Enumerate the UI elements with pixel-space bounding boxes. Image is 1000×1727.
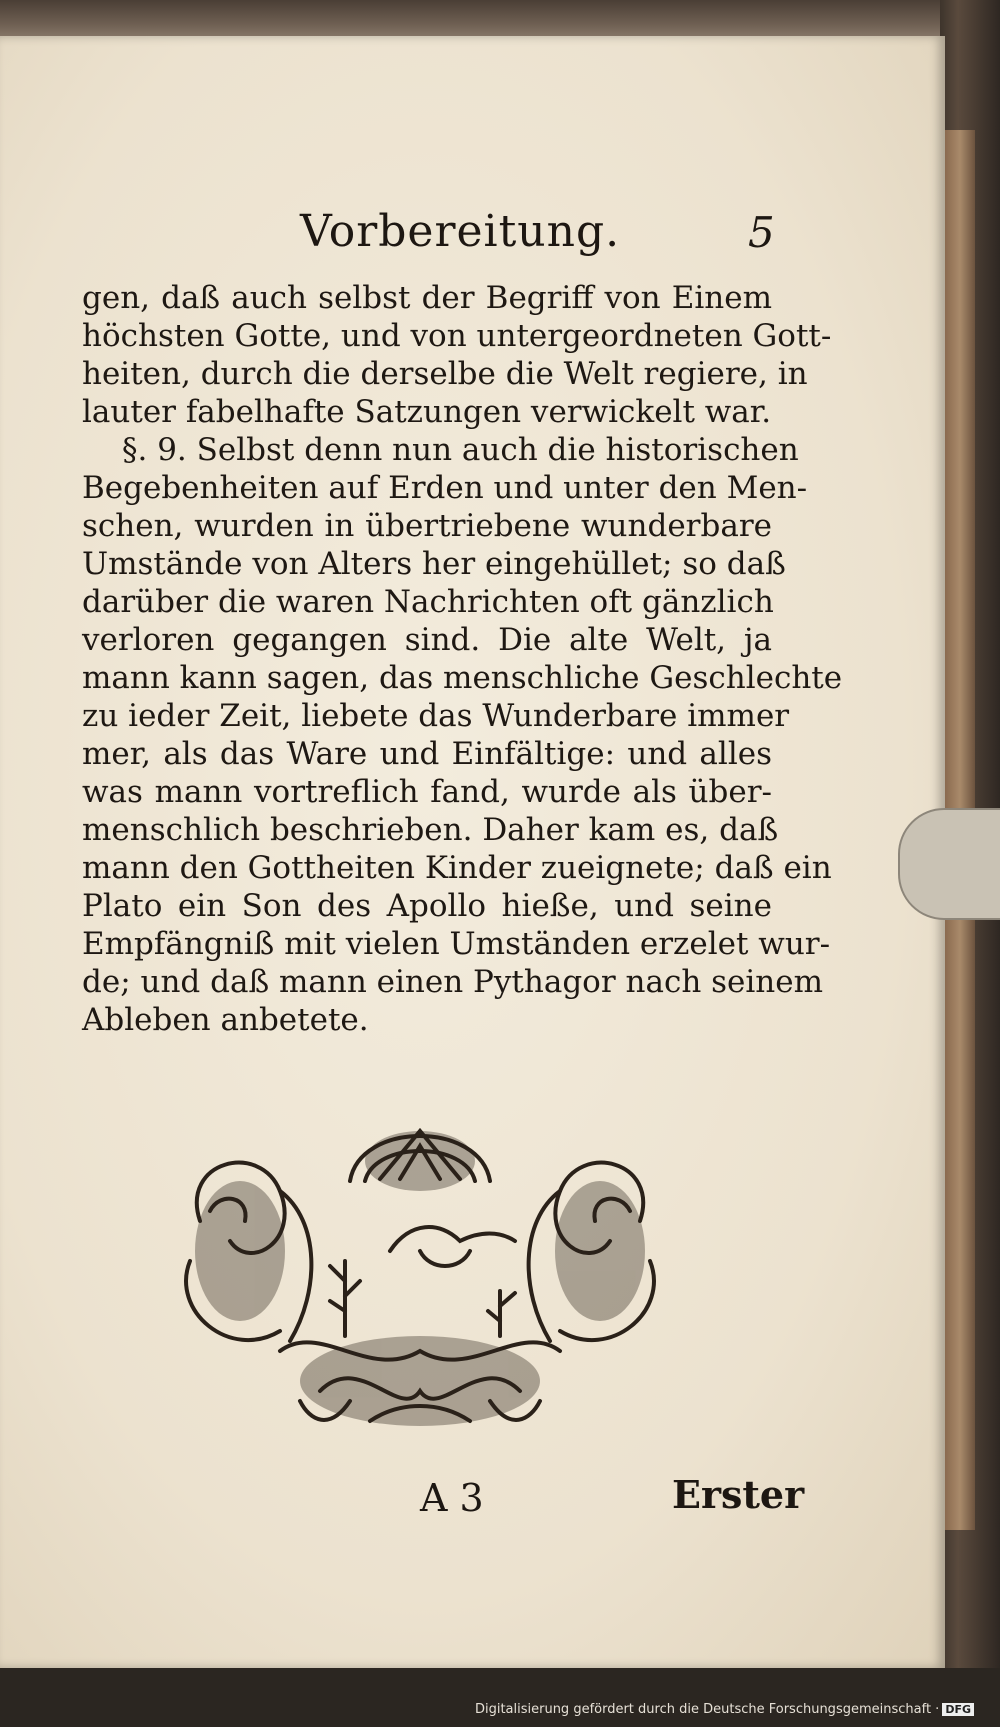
text-line: mann den Gottheiten Kinder zueignete; daß ein <box>82 850 832 886</box>
page-clip <box>898 808 1000 920</box>
text-line: gen, daß auch selbst der Begriff von Einem <box>82 280 772 316</box>
digitization-credit <box>475 1702 974 1717</box>
text-line: verloren gegangen sind. Die alte Welt, ja <box>82 622 772 658</box>
dfg-logo: DFG <box>942 1703 974 1716</box>
decorative-vignette <box>170 1101 670 1441</box>
running-head: Vorbereitung. <box>300 206 621 257</box>
text-line: zu ieder Zeit, liebete das Wunderbare immer <box>82 698 790 734</box>
text-line: höchsten Gotte, und von untergeordneten Gott- <box>82 318 832 354</box>
credit-text: Digitalisierung gefördert durch die Deutsche Forschungsgemeinschaft · <box>474 1702 940 1717</box>
text-line: lauter fabelhafte Satzungen verwickelt war. <box>82 394 772 430</box>
text-line: menschlich beschrieben. Daher kam es, daß <box>82 812 779 848</box>
signature-mark: A 3 <box>420 1476 484 1520</box>
book-page <box>0 36 945 1668</box>
text-line: was mann vortreflich fand, wurde als über- <box>82 774 772 810</box>
text-line: Umstände von Alters her eingehüllet; so daß <box>82 546 786 582</box>
text-line: darüber die waren Nachrichten oft gänzlich <box>82 584 774 620</box>
text-line: Plato ein Son des Apollo hieße, und seine <box>82 888 772 924</box>
catchword: Erster <box>672 1472 805 1517</box>
text-line: heiten, durch die derselbe die Welt regiere, in <box>82 356 808 392</box>
text-line: §. 9. Selbst denn nun auch die historischen <box>122 432 799 468</box>
text-line: schen, wurden in übertriebene wunderbare <box>82 508 772 544</box>
page-number: 5 <box>748 208 775 257</box>
scan-footer-band <box>0 1668 1000 1727</box>
text-line: de; und daß mann einen Pythagor nach seinem <box>82 964 824 1000</box>
text-line: Begebenheiten auf Erden und unter den Men- <box>82 470 808 506</box>
text-line: Empfängniß mit vielen Umständen erzelet wur- <box>82 926 831 962</box>
text-line: mann kann sagen, das menschliche Geschlechte <box>82 660 843 696</box>
text-line: mer, als das Ware und Einfältige: und alles <box>82 736 772 772</box>
text-line: Ableben anbetete. <box>82 1002 369 1038</box>
book-top-edge <box>0 0 940 40</box>
body-text <box>82 279 843 1039</box>
